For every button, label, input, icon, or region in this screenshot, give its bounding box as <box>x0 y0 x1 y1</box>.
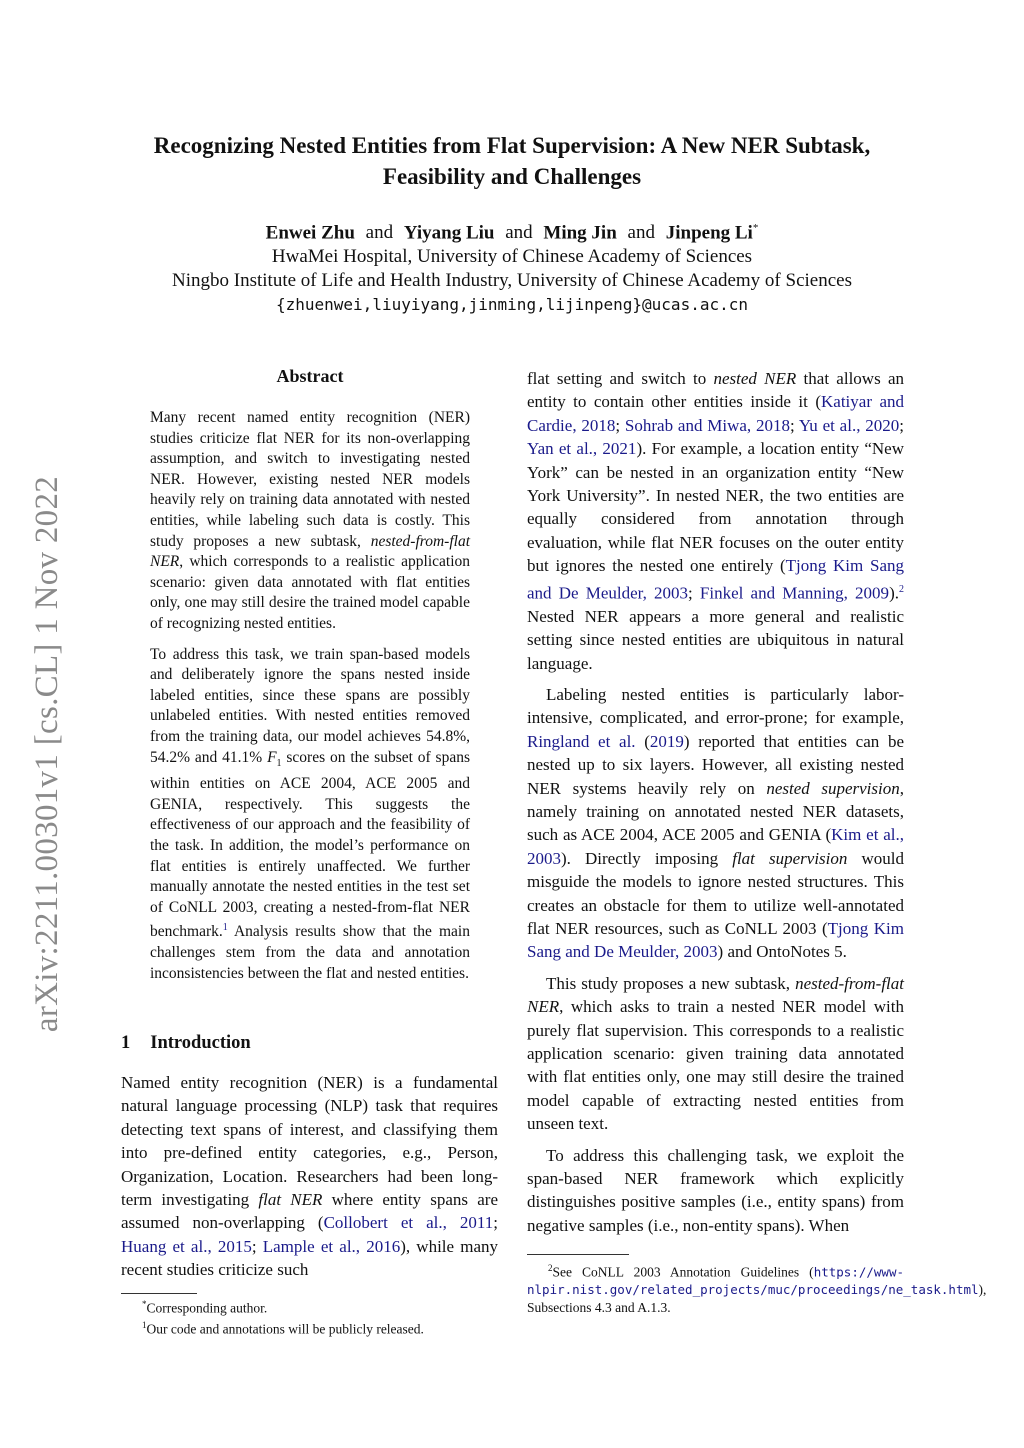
footnote-2: $^2$See CoNLL 2003 Annotation Guidelines (https://www-nlpir.nist.gov/related_projects/muc/proceedings/ne_task.html), Subsections 4.3 and A.1.3. <box>527 1263 987 1315</box>
citation-link[interactable]: Tjong Kim Sang and De Meulder, 2003 <box>527 919 904 962</box>
citation-link[interactable]: 2019 <box>649 731 684 751</box>
body-paragraph: This study proposes a new subtask, nested-from-flat NER, which asks to train a nested NER model with purely flat supervision. This corresponds to a realistic application scenario: given training data annotated with flat entities only, one may still desire the trained model capable of extracting nested entities from unseen text. <box>527 973 904 1134</box>
footnote-1: $^1$Our code and annotations will be publicly released. <box>142 1320 424 1337</box>
author-4: Jinpeng Li <box>665 222 753 244</box>
author-3: Ming Jin <box>543 222 617 244</box>
footnote-1-ref[interactable]: 1 <box>222 922 228 934</box>
abstract-paragraph: To address this task, we train span-based models and deliberately ignore the spans nested inside labeled entities, since these spans are possibly unlabeled entities. With nested entities removed from the training data, our model achieves 54.8%, 54.2% and 41.1% $F_1$ scores on the subset of spans within entities on ACE 2004, ACE 2005 and GENIA, respectively. This suggests the effectiveness of our approach and the feasibility of the task. In addition, the model’s performance on flat entities is entirely unaffected. We further manually annotate the nested entities in the test set of CoNLL 2003, creating a nested-from-flat NER benchmark.$^1$ Analysis results show that the main challenges stem from the data and annotation inconsistencies between the flat and nested entities. <box>150 645 471 982</box>
paper-title <box>100 130 924 192</box>
paper-title-line-1: Recognizing Nested Entities from Flat Supervision: A New NER Subtask, <box>153 133 871 158</box>
affiliation-2: Ningbo Institute of Life and Health Industry, University of Chinese Academy of Sciences <box>172 270 852 292</box>
section-number: 1 <box>121 1033 131 1053</box>
citation-link[interactable]: Lample et al., 2016 <box>262 1236 401 1256</box>
arxiv-identifier: arXiv:2211.00301v1 [cs.CL] 1 Nov 2022 <box>29 475 65 1033</box>
citation-link[interactable]: Finkel and Manning, 2009 <box>699 583 890 603</box>
citation-link[interactable]: Sohrab and Miwa, 2018 <box>624 415 790 435</box>
author-conj: and <box>365 222 394 244</box>
author-1: Enwei Zhu <box>265 222 355 244</box>
citation-link[interactable]: Tjong Kim Sang and De Meulder, 2003 <box>527 556 904 603</box>
author-conj: and <box>627 222 655 244</box>
citation-link[interactable]: Yu et al., 2020 <box>798 415 900 435</box>
author-emails: {zhuenwei,liuyiyang,jinming,lijinpeng}@ucas.ac.cn <box>275 295 748 315</box>
abstract-body <box>150 408 470 994</box>
author-conj: and <box>505 222 533 244</box>
right-column <box>527 367 904 1237</box>
paper-title-line-2: Feasibility and Challenges <box>382 164 642 189</box>
footnote-corresponding: *Corresponding author. <box>142 1299 268 1316</box>
citation-link[interactable]: Collobert et al., 2011 <box>323 1213 494 1233</box>
affiliation-1: HwaMei Hospital, University of Chinese Academy of Sciences <box>271 246 753 268</box>
footnotes-left <box>121 1296 498 1338</box>
citation-link[interactable]: Kim et al., 2003 <box>527 825 904 868</box>
body-paragraph: To address this challenging task, we exploit the span-based NER framework which explicitly distinguishes positive samples (i.e., entity spans) from negative samples (i.e., non-entity spans). When <box>527 1145 904 1235</box>
author-2: Yiyang Liu <box>403 222 495 244</box>
footnote-url-link[interactable]: https://www-nlpir.nist.gov/related_projects/muc/proceedings/ne_task.html <box>527 1264 979 1297</box>
author-names <box>80 216 944 245</box>
body-paragraph: Named entity recognition (NER) is a fundamental natural language processing (NLP) task that requires detecting text spans of interest, and classifying them into pre-defined entity categories, e.g., Person, Organization, Location. Researchers had been long-term investigating flat NER where entity spans are assumed non-overlapping (Collobert et al., 2011; Huang et al., 2015; Lample et al., 2016), while many recent studies criticize such <box>121 1073 498 1280</box>
body-paragraph: Labeling nested entities is particularly labor-intensive, complicated, and error-prone; for example, Ringland et al. (2019) reported that entities can be nested up to six layers. However, all existing nested NER systems heavily rely on nested supervision, namely training on annotated nested NER datasets, such as ACE 2004, ACE 2005 and GENIA (Kim et al., 2003). Directly imposing flat supervision would misguide the models to ignore nested structures. This creates an obstacle for them to utilize well-annotated flat NER resources, such as CoNLL 2003 (Tjong Kim Sang and De Meulder, 2003) and OntoNotes 5. <box>527 684 904 962</box>
section-title: Introduction <box>150 1033 251 1053</box>
footnote-2-ref[interactable]: 2 <box>898 583 904 595</box>
introduction-left-column <box>121 1071 498 1282</box>
section-heading-introduction <box>121 1033 251 1054</box>
citation-link[interactable]: Katiyar and Cardie, 2018 <box>527 392 904 435</box>
body-paragraph: flat setting and switch to nested NER that allows an entity to contain other entities inside it (Katiyar and Cardie, 2018; Sohrab and Miwa, 2018; Yu et al., 2020; Yan et al., 2021). For example, a location entity “New York” can be nested in an organization entity “New York University”. In nested NER, the two entities are equally considered from annotation through evaluation, while flat NER focuses on the outer entity but ignores the nested one entirely (Tjong Kim Sang and De Meulder, 2003; Finkel and Manning, 2009).$^2$ Nested NER appears a more general and realistic setting since nested entities are ubiquitous in natural language. <box>527 369 904 673</box>
footnote-rule-right <box>527 1254 629 1255</box>
abstract-heading: Abstract <box>276 366 344 386</box>
citation-link[interactable]: Ringland et al. <box>527 731 636 751</box>
abstract-paragraph: Many recent named entity recognition (NER) studies criticize flat NER for its non-overlapping assumption, and switch to investigating nested NER. However, existing nested NER models heavily rely on training data annotated with nested entities, while labeling such data is costly. This study proposes a new subtask, nested-from-flat NER, which corresponds to a realistic application scenario: given data annotated with flat entities only, one may still desire the trained model capable of recognizing nested entities. <box>150 409 470 632</box>
footnote-rule-left <box>121 1293 197 1294</box>
corresponding-mark: * <box>752 222 759 234</box>
author-block <box>80 216 944 317</box>
citation-link[interactable]: Yan et al., 2021 <box>527 439 637 459</box>
citation-link[interactable]: Huang et al., 2015 <box>121 1236 252 1256</box>
